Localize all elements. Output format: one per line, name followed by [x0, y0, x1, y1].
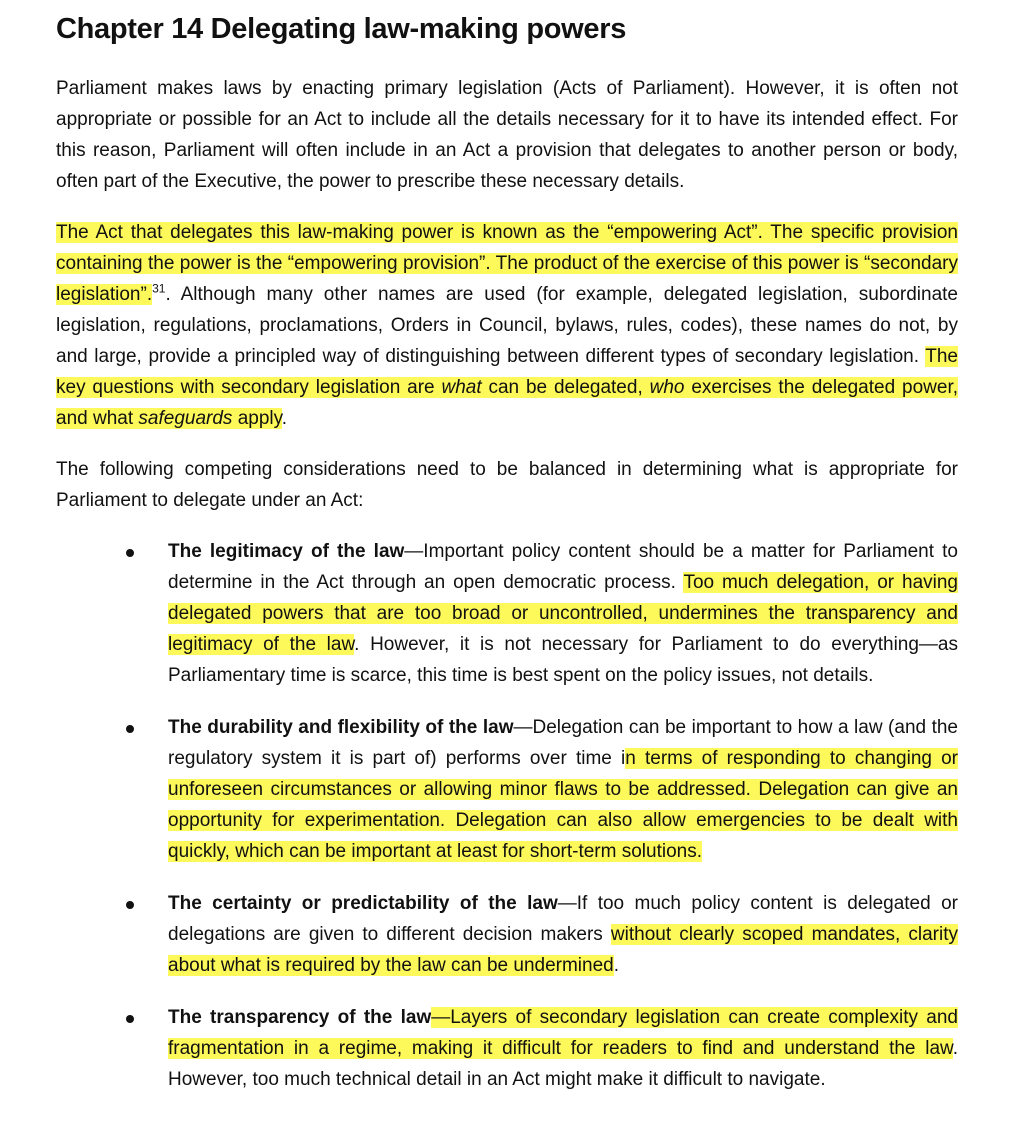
- empowering-act-paragraph: The Act that delegates this law-making power is known as the “empowering Act”. The specific provision containing the power is the “empowering provision”. The product of the exercise of this power is “secondary legislation”.$^{31}$. Although many other names are used (for example, delegated legislation, subordinate legislation, regulations, proclamations, Orders in Council, bylaws, rules, codes), these names do not, by and large, provide a principled way of distinguishing between different types of secondary legislation. The key questions with secondary legislation are what can be delegated, who exercises the delegated power, and what safeguards apply.: [56, 222, 959, 429]
- intro-paragraph: Parliament makes laws by enacting primary legislation (Acts of Parliament). However, it is often not appropriate or possible for an Act to include all the details necessary for it to have its intended effect. For this reason, Parliament will often include in an Act a provision that delegates to another person or body, often part of the Executive, the power to prescribe these necessary details.: [56, 78, 958, 192]
- bullet-icon: [126, 549, 134, 557]
- highlight: The Act that delegates this law-making power is known as the “empowering Act”. The specific provision containing the power is the “empowering provision”. The product of the exercise of this power is “secondary legislation”.: [56, 222, 958, 305]
- list-item: The durability and flexibility of the law—Delegation can be important to how a law (and the regulatory system it is part of) performs over time in terms of responding to changing or unforeseen circumstances or allowing minor flaws to be addressed. Delegation can give an opportunity for experimentation. Delegation can also allow emergencies to be dealt with quickly, which can be important at least for short-term solutions.: [56, 712, 958, 867]
- highlight: —Layers of secondary legislation can create complexity and fragmentation in a regime, making it difficult for readers to find and understand the law: [168, 1007, 958, 1059]
- emphasis-safeguards: safeguards: [138, 408, 233, 429]
- list-item-title: The durability and flexibility of the law: [168, 717, 514, 738]
- bullet-icon: [126, 725, 134, 733]
- bullet-icon: [126, 901, 134, 909]
- considerations-intro: The following competing considerations need to be balanced in determining what is appropriate for Parliament to delegate under an Act:: [56, 459, 958, 511]
- emphasis-what: what: [441, 377, 482, 398]
- considerations-list: [56, 536, 958, 1095]
- list-item: The certainty or predictability of the law—If too much policy content is delegated or delegations are given to different decision makers without clearly scoped mandates, clarity about what is required by the law can be undermined.: [56, 888, 958, 981]
- document-page: [56, 8, 958, 1116]
- highlight: Too much delegation, or having delegated powers that are too broad or uncontrolled, undermines the transparency and legitimacy of the law: [168, 572, 958, 655]
- list-item-title: The legitimacy of the law: [168, 541, 405, 562]
- highlight: without clearly scoped mandates, clarity about what is required by the law can be undermined: [168, 924, 958, 976]
- list-item: The transparency of the law—Layers of secondary legislation can create complexity and fragmentation in a regime, making it difficult for readers to find and understand the law. However, too much technical detail in an Act might make it difficult to navigate.: [56, 1002, 958, 1095]
- paragraph-text: . Although many other names are used (for example, delegated legislation, subordinate legislation, regulations, proclamations, Orders in Council, bylaws, rules, codes), these names do not, by and large, provide a principled way of distinguishing between different types of secondary legislation.: [56, 284, 958, 367]
- footnote-ref[interactable]: 31: [152, 281, 166, 296]
- highlight: n terms of responding to changing or unforeseen circumstances or allowing minor flaws to be addressed. Delegation can give an opportunity for experimentation. Delegation can also allow emergencies to be dealt with quickly, which can be important at least for short-term solutions.: [168, 748, 959, 862]
- list-item-title: The certainty or predictability of the law: [168, 893, 558, 914]
- highlight: The key questions with secondary legislation are what can be delegated, who exercises the delegated power, and what safeguards apply: [56, 346, 959, 429]
- list-item-title: The transparency of the law: [168, 1007, 432, 1028]
- list-item: The legitimacy of the law—Important policy content should be a matter for Parliament to determine in the Act through an open democratic process. Too much delegation, or having delegated powers that are too broad or uncontrolled, undermines the transparency and legitimacy of the law. However, it is not necessary for Parliament to do everything—as Parliamentary time is scarce, this time is best spent on the policy issues, not details.: [56, 536, 958, 691]
- bullet-icon: [126, 1015, 134, 1023]
- chapter-heading: Chapter 14 Delegating law-making powers: [56, 13, 627, 45]
- emphasis-who: who: [649, 377, 685, 398]
